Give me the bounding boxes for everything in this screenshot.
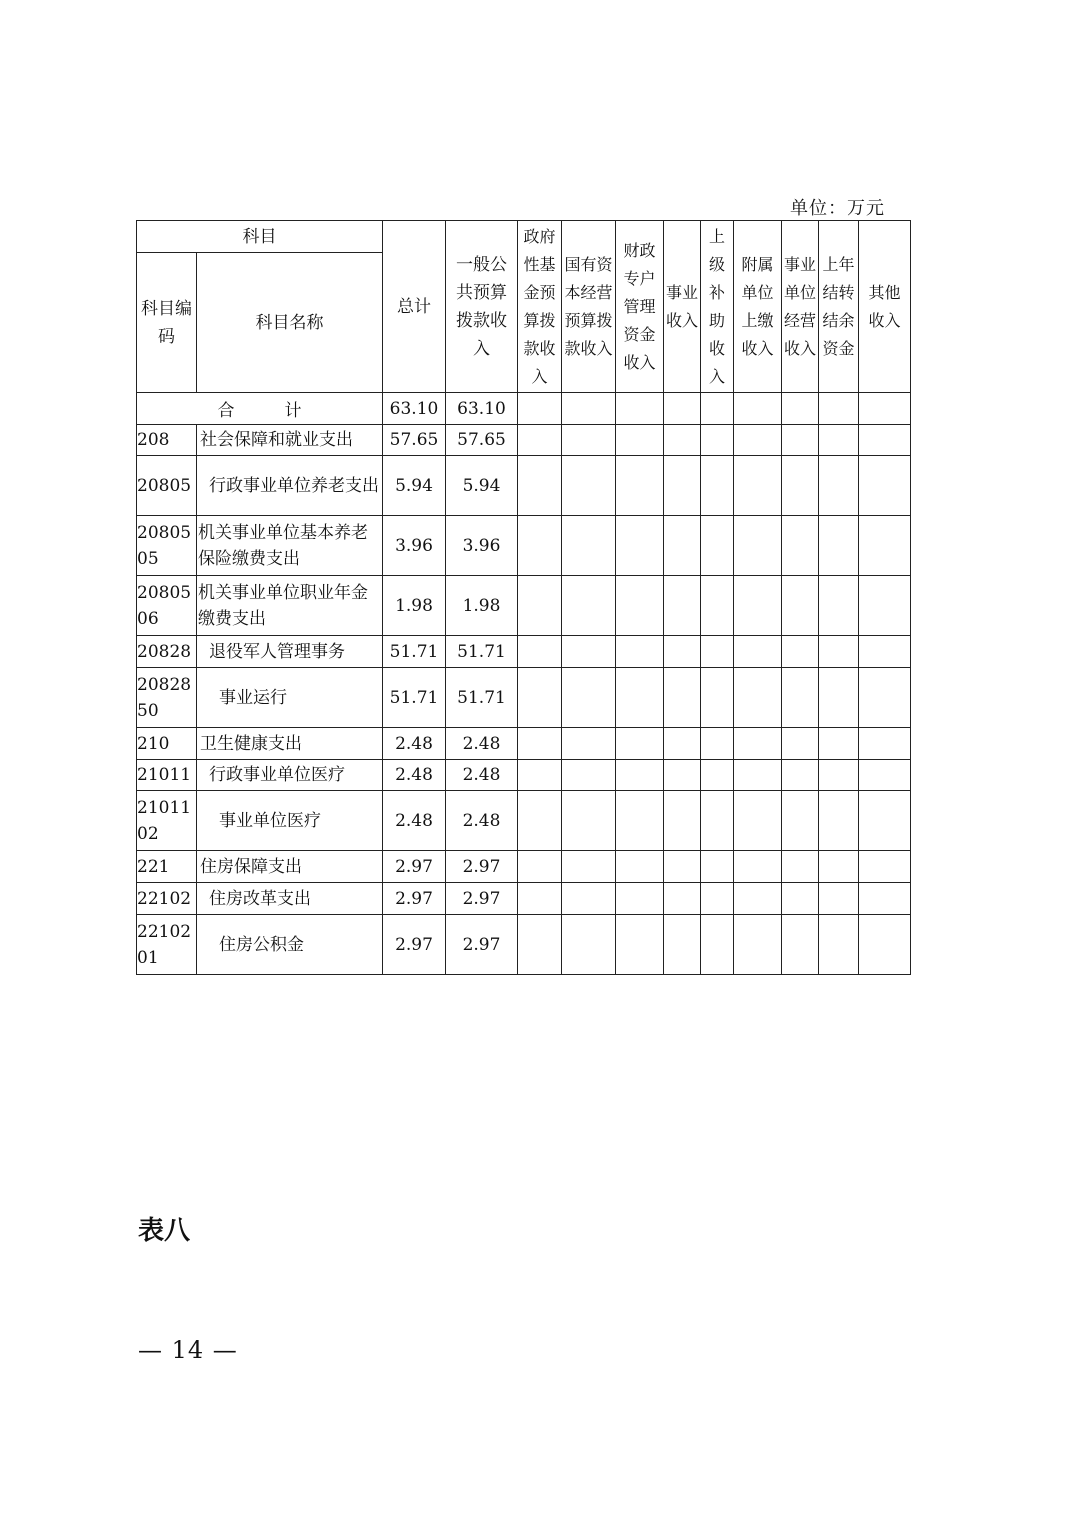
header-affiliate-income: 附属单位上缴收入 bbox=[734, 221, 782, 393]
row-general: 3.96 bbox=[446, 516, 518, 576]
table-row bbox=[137, 791, 911, 851]
row-code: 2080506 bbox=[137, 576, 197, 636]
row-code: 210 bbox=[137, 728, 197, 760]
header-other-income: 其他收入 bbox=[859, 221, 911, 393]
row-name: 事业运行 bbox=[197, 668, 383, 728]
row-name: 住房公积金 bbox=[197, 915, 383, 975]
row-code: 20828 bbox=[137, 636, 197, 668]
total-general-budget: 63.10 bbox=[446, 393, 518, 425]
row-general: 1.98 bbox=[446, 576, 518, 636]
row-total: 2.48 bbox=[383, 760, 446, 791]
row-code: 2101102 bbox=[137, 791, 197, 851]
row-general: 2.97 bbox=[446, 915, 518, 975]
page-number: — 14 — bbox=[138, 1336, 238, 1364]
header-carryover: 上年结转结余资金 bbox=[819, 221, 859, 393]
table-row bbox=[137, 851, 911, 883]
row-general: 2.48 bbox=[446, 760, 518, 791]
row-code: 2080505 bbox=[137, 516, 197, 576]
row-general: 57.65 bbox=[446, 425, 518, 456]
table-row-total bbox=[137, 393, 911, 425]
row-total: 2.97 bbox=[383, 851, 446, 883]
row-code: 221 bbox=[137, 851, 197, 883]
row-code: 21011 bbox=[137, 760, 197, 791]
header-subject-group: 科目 bbox=[137, 221, 383, 253]
budget-table bbox=[136, 220, 911, 975]
header-state-capital: 国有资本经营预算拨款收入 bbox=[562, 221, 616, 393]
header-total: 总计 bbox=[383, 221, 446, 393]
row-general: 5.94 bbox=[446, 456, 518, 516]
row-name: 事业单位医疗 bbox=[197, 791, 383, 851]
row-name: 住房改革支出 bbox=[197, 883, 383, 915]
table-row bbox=[137, 883, 911, 915]
header-business-income: 事业收入 bbox=[664, 221, 701, 393]
header-operating-income: 事业单位经营收入 bbox=[782, 221, 819, 393]
row-total: 2.48 bbox=[383, 791, 446, 851]
row-total: 2.48 bbox=[383, 728, 446, 760]
row-general: 2.97 bbox=[446, 851, 518, 883]
total-sum: 63.10 bbox=[383, 393, 446, 425]
row-name: 住房保障支出 bbox=[197, 851, 383, 883]
header-name: 科目名称 bbox=[197, 253, 383, 393]
table-row bbox=[137, 425, 911, 456]
header-gov-fund: 政府性基金预算拨款收入 bbox=[518, 221, 562, 393]
row-name: 机关事业单位基本养老保险缴费支出 bbox=[197, 516, 383, 576]
header-fiscal-special: 财政专户管理资金收入 bbox=[616, 221, 664, 393]
table-row bbox=[137, 576, 911, 636]
total-label: 合 计 bbox=[137, 393, 383, 425]
header-code: 科目编码 bbox=[137, 253, 197, 393]
row-general: 51.71 bbox=[446, 668, 518, 728]
row-code: 2082850 bbox=[137, 668, 197, 728]
row-code: 2210201 bbox=[137, 915, 197, 975]
table-row bbox=[137, 915, 911, 975]
unit-label: 单位：万元 bbox=[790, 198, 885, 219]
row-general: 51.71 bbox=[446, 636, 518, 668]
row-total: 2.97 bbox=[383, 915, 446, 975]
row-name: 行政事业单位养老支出 bbox=[197, 456, 383, 516]
row-code: 20805 bbox=[137, 456, 197, 516]
row-total: 2.97 bbox=[383, 883, 446, 915]
row-code: 22102 bbox=[137, 883, 197, 915]
row-general: 2.48 bbox=[446, 728, 518, 760]
row-name: 机关事业单位职业年金缴费支出 bbox=[197, 576, 383, 636]
row-general: 2.97 bbox=[446, 883, 518, 915]
header-superior-subsidy: 上级补助收入 bbox=[701, 221, 734, 393]
row-name: 卫生健康支出 bbox=[197, 728, 383, 760]
row-total: 1.98 bbox=[383, 576, 446, 636]
row-name: 行政事业单位医疗 bbox=[197, 760, 383, 791]
header-general-budget: 一般公共预算拨款收入 bbox=[446, 221, 518, 393]
table-row bbox=[137, 760, 911, 791]
row-general: 2.48 bbox=[446, 791, 518, 851]
row-total: 5.94 bbox=[383, 456, 446, 516]
row-total: 3.96 bbox=[383, 516, 446, 576]
table-row bbox=[137, 516, 911, 576]
table-row bbox=[137, 636, 911, 668]
table-row bbox=[137, 728, 911, 760]
table-row bbox=[137, 456, 911, 516]
table-row bbox=[137, 668, 911, 728]
row-total: 51.71 bbox=[383, 668, 446, 728]
row-name: 退役军人管理事务 bbox=[197, 636, 383, 668]
row-name: 社会保障和就业支出 bbox=[197, 425, 383, 456]
table-title: 表八 bbox=[138, 1216, 191, 1246]
row-total: 57.65 bbox=[383, 425, 446, 456]
row-code: 208 bbox=[137, 425, 197, 456]
row-total: 51.71 bbox=[383, 636, 446, 668]
